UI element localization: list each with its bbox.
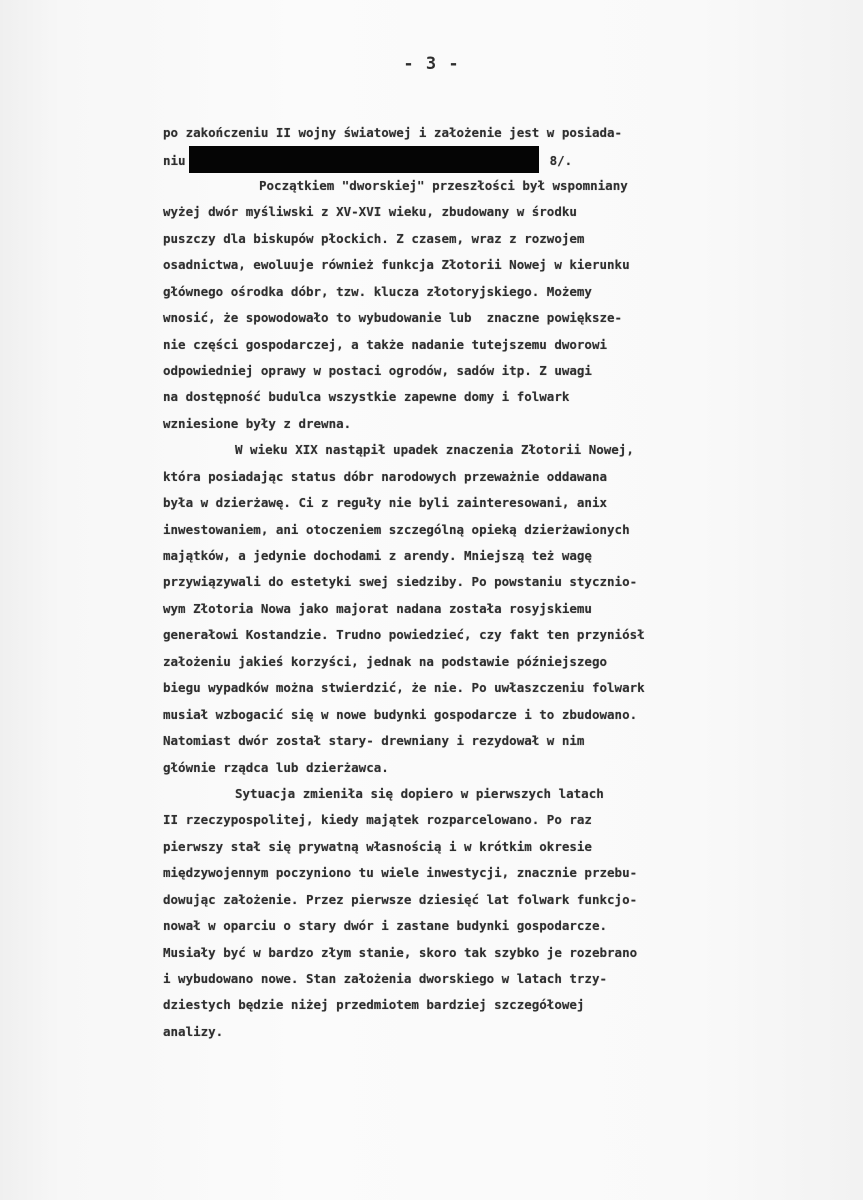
text-line: nie części gospodarczej, a także nadanie tutejszemu dworowi — [163, 336, 608, 352]
text-line: głównie rządca lub dzierżawca. — [163, 759, 389, 775]
text-line: puszczy dla biskupów płockich. Z czasem, wraz z rozwojem — [163, 230, 585, 246]
text-line: po zakończeniu II wojny światowej i założenie jest w posiada- — [163, 125, 623, 140]
text-line: Początkiem "dworskiej" przeszłości był wspomniany — [259, 177, 628, 193]
redaction-bar — [189, 146, 539, 173]
text-line: majątków, a jedynie dochodami z arendy. Mniejszą też wagę — [163, 548, 592, 563]
text-line: głównego ośrodka dóbr, tzw. klucza złotoryjskiego. Możemy — [163, 283, 592, 299]
page-number: - 3 - — [403, 54, 460, 74]
text-line: wym Złotoria Nowa jako majorat nadana została rosyjskiemu — [163, 600, 592, 616]
text-line: inwestowaniem, ani otoczeniem szczególną opieką dzierżawionych — [163, 521, 630, 537]
text-line: międzywojennym poczyniono tu wiele inwestycji, znacznie przebu- — [163, 865, 638, 881]
text-line: na dostępność budulca wszystkie zapewne domy i folwark — [163, 389, 570, 405]
text-line: musiał wzbogacić się w nowe budynki gospodarcze i to zbudowano. — [163, 706, 638, 722]
text-line: pierwszy stał się prywatną własnością i w krótkim okresie — [163, 838, 592, 854]
text-line: była w dzierżawę. Ci z reguły nie byli zainteresowani, anix — [163, 495, 608, 511]
text-line: nował w oparciu o stary dwór i zastane budynki gospodarcze. — [163, 918, 608, 934]
text-line: Sytuacja zmieniła się dopiero w pierwszych latach — [235, 785, 604, 801]
text-line: dowując założenie. Przez pierwsze dziesięć lat folwark funkcjo- — [163, 891, 638, 907]
text-line: dziestych będzie niżej przedmiotem bardziej szczegółowej — [163, 997, 585, 1013]
text-line: osadnictwa, ewoluuje również funkcja Złotorii Nowej w kierunku — [163, 257, 630, 273]
text-line: biegu wypadków można stwierdzić, że nie. Po uwłaszczeniu folwark — [163, 680, 645, 696]
body-text — [163, 120, 827, 1045]
text-line: wnosić, że spowodowało to wybudowanie lub znaczne powiększe- — [163, 310, 623, 326]
text-line: odpowiedniej oprawy w postaci ogrodów, sadów itp. Z uwagi — [163, 362, 592, 378]
text-line: która posiadając status dóbr narodowych przeważnie oddawana — [163, 468, 608, 484]
footnote-reference: 8/. — [549, 153, 573, 169]
text-fragment: niu — [163, 153, 186, 169]
text-line: W wieku XIX nastąpił upadek znaczenia Złotorii Nowej, — [235, 442, 634, 458]
text-line: analizy. — [163, 1023, 224, 1039]
text-line-with-redaction — [163, 146, 827, 172]
text-line: wzniesione były z drewna. — [163, 415, 352, 431]
text-line: przywiązywali do estetyki swej siedziby. Po powstaniu stycznio- — [163, 574, 638, 590]
text-line: założeniu jakieś korzyści, jednak na podstawie późniejszego — [163, 653, 608, 669]
text-line: II rzeczypospolitej, kiedy majątek rozparcelowano. Po raz — [163, 812, 592, 828]
text-line: generałowi Kostandzie. Trudno powiedzieć, czy fakt ten przyniósł — [163, 627, 645, 643]
text-line: wyżej dwór myśliwski z XV-XVI wieku, zbudowany w środku — [163, 204, 577, 220]
text-line: i wybudowano nowe. Stan założenia dworskiego w latach trzy- — [163, 971, 608, 986]
text-line: Musiały być w bardzo złym stanie, skoro tak szybko je rozebrano — [163, 944, 638, 960]
text-line: Natomiast dwór został stary- drewniany i rezydował w nim — [163, 733, 585, 749]
